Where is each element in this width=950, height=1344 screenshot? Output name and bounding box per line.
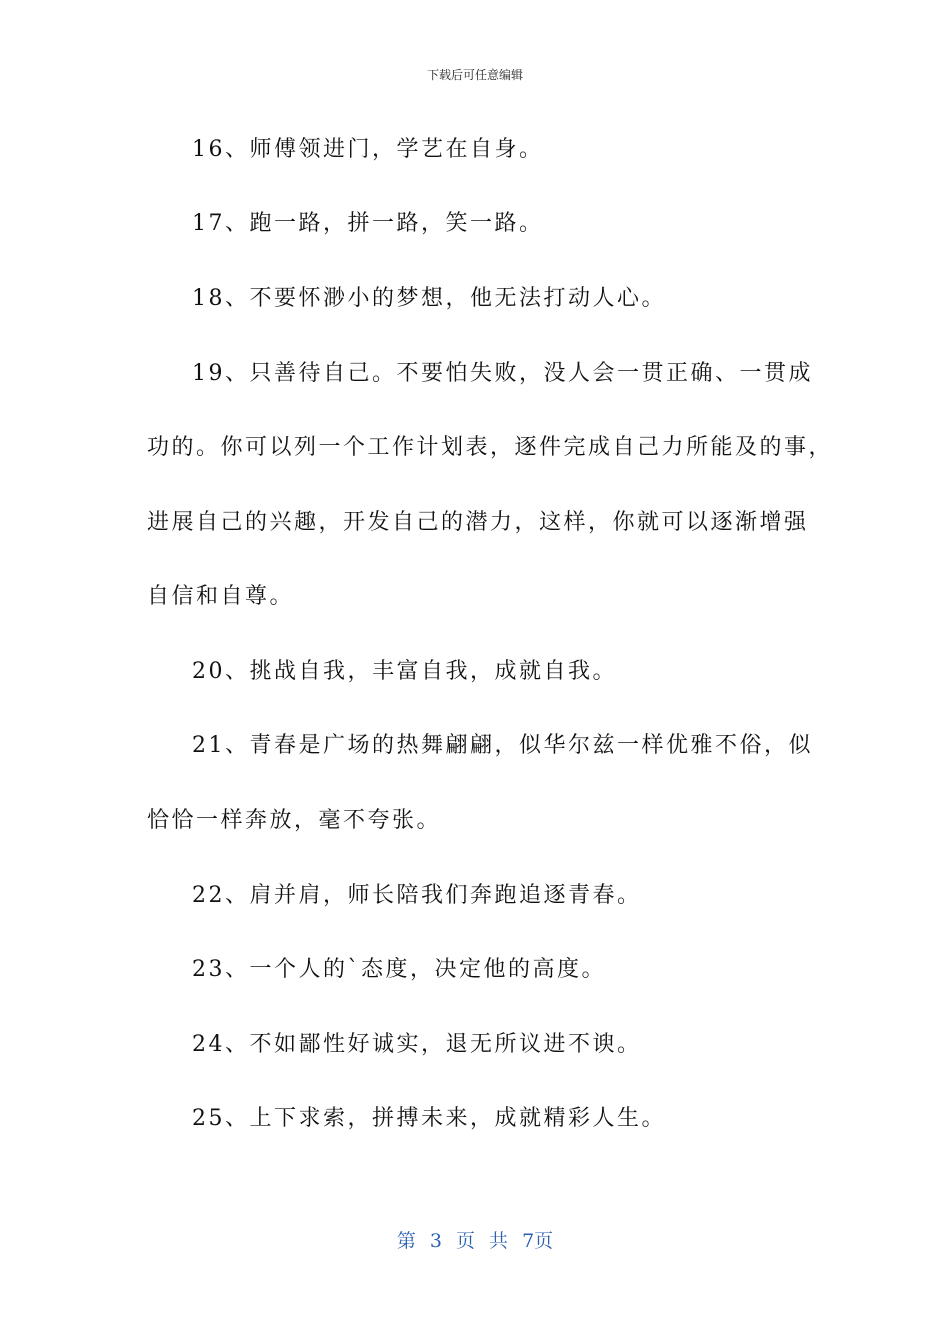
text-line: 24、不如鄙性好诚实，退无所议进不谀。 — [192, 1032, 642, 1057]
text-line: 18、不要怀渺小的梦想，他无法打动人心。 — [192, 286, 666, 311]
text-line: 进展自己的兴趣，开发自己的潜力，这样，你就可以逐渐增强 — [147, 510, 809, 535]
text-line: 19、只善待自己。不要怕失败，没人会一贯正确、一贯成 — [192, 361, 813, 386]
text-line: 恰恰一样奔放，毫不夸张。 — [147, 808, 442, 833]
page-footer: 第 3 页 共 7页 — [396, 1230, 554, 1252]
text-line: 21、青春是广场的热舞翩翩，似华尔兹一样优雅不俗，似 — [192, 733, 813, 758]
text-line: 20、挑战自我，丰富自我，成就自我。 — [192, 659, 617, 684]
text-line: 17、跑一路，拼一路，笑一路。 — [192, 211, 544, 236]
text-line: 23、一个人的`态度，决定他的高度。 — [192, 957, 606, 982]
text-line: 25、上下求索，拼搏未来，成就精彩人生。 — [192, 1106, 666, 1131]
text-line: 功的。你可以列一个工作计划表，逐件完成自己力所能及的事， — [147, 435, 834, 460]
text-line: 16、师傅领进门，学艺在自身。 — [192, 137, 544, 162]
page-header: 下载后可任意编辑 — [426, 68, 523, 82]
text-line: 自信和自尊。 — [147, 584, 295, 609]
text-line: 22、肩并肩，师长陪我们奔跑追逐青春。 — [192, 883, 642, 908]
